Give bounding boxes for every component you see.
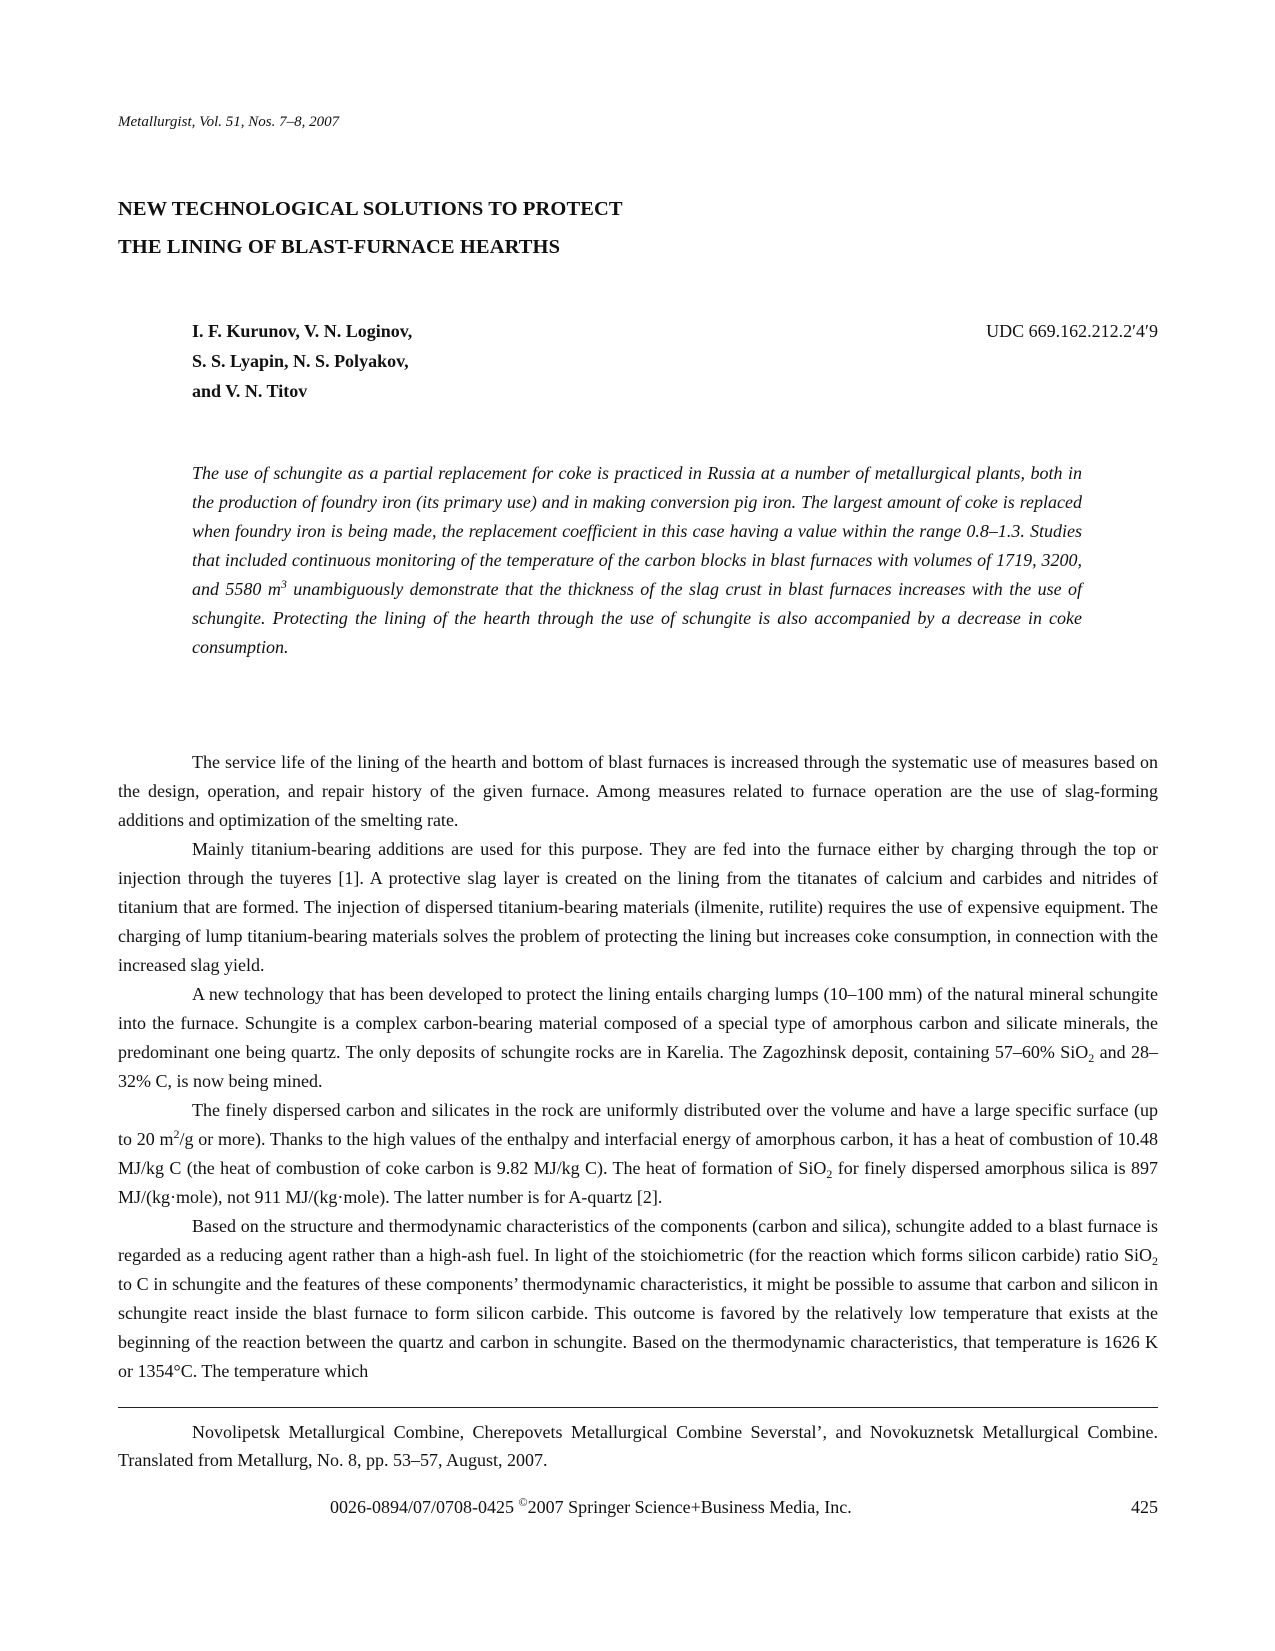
- abstract-superscript: 3: [280, 577, 287, 591]
- body-paragraph-3-text-b: and 28–32% C, is now being mined.: [118, 1042, 1158, 1091]
- title-line-2: THE LINING OF BLAST-FURNACE HEARTHS: [118, 236, 561, 258]
- author-list: [192, 316, 412, 406]
- article-body: [118, 748, 1158, 1386]
- abstract-text-1: The use of schungite as a partial replacement for coke is practiced in Russia at a number of metallurgical plants, both in the production of foundry iron (its primary use) and in making conversion pig iron. The largest amount of coke is replaced when foundry iron is being made, the replacement coefficient in this case having a value within the range 0.8–1.3. Studies that included continuous monitoring of the temperature of the carbon blocks in blast furnaces with volumes of 1719, 3200, and 5580 m: [192, 463, 1082, 599]
- subscript: 2: [1152, 1254, 1158, 1268]
- journal-citation: Metallurgist, Vol. 51, Nos. 7–8, 2007: [118, 114, 340, 130]
- body-paragraph-5-text-b: to C in schungite and the features of these components’ thermodynamic characteristics, it might be possible to assume that carbon and silicon in schungite react inside the blast furnace to form silicon carbide. This outcome is favored by the relatively low temperature that exists at the beginning of the reaction between the quartz and carbon in schungite. Based on the thermodynamic characteristics, that temperature is 1626 K or 1354°C. The temperature which: [118, 1274, 1158, 1381]
- footnote-divider: [118, 1407, 1158, 1408]
- body-paragraph-4-text-a: The finely dispersed carbon and silicates in the rock are uniformly distributed over the volume and have a large specific surface (up to 20 m: [118, 1100, 1158, 1149]
- authors-line-3: and V. N. Titov: [192, 381, 308, 401]
- superscript: 2: [173, 1127, 180, 1141]
- body-paragraph-4-text-c: for finely dispersed amorphous silica is 897 MJ/(kg·mole), not 911 MJ/(kg·mole). The latter number is for A-quartz [2].: [118, 1158, 1158, 1207]
- copyright-symbol: ©: [518, 1495, 528, 1509]
- footnote-text: Novolipetsk Metallurgical Combine, Cherepovets Metallurgical Combine Severstal’, and Novokuznetsk Metallurgical Combine. Translated from Metallurg, No. 8, pp. 53–57, August, 2007.: [118, 1422, 1158, 1470]
- body-paragraph-4-text-b: /g or more). Thanks to the high values of the enthalpy and interfacial energy of amorphous carbon, it has a heat of combustion of 10.48 MJ/kg C (the heat of combustion of coke carbon is 9.82 MJ/kg C). The heat of formation of SiO: [118, 1129, 1158, 1178]
- title-line-1: NEW TECHNOLOGICAL SOLUTIONS TO PROTECT: [118, 198, 623, 220]
- footnote: [118, 1418, 1158, 1474]
- identifier-prefix: 0026-0894/07/0708-0425: [330, 1497, 519, 1517]
- body-paragraph-5: [118, 1212, 1158, 1386]
- udc-code: UDC 669.162.212.2′4′9: [986, 321, 1158, 341]
- page-number: 425: [1131, 1497, 1158, 1517]
- identifier-suffix: 2007 Springer Science+Business Media, Inc.: [527, 1497, 852, 1517]
- body-paragraph-1: The service life of the lining of the hearth and bottom of blast furnaces is increased through the systematic use of measures based on the design, operation, and repair history of the given furnace. Among measures related to furnace operation are the use of slag-forming additions and optimization of the smelting rate.: [118, 752, 1158, 830]
- subscript: 2: [826, 1167, 833, 1181]
- body-paragraph-3-text-a: A new technology that has been developed to protect the lining entails charging lumps (10–100 mm) of the natural mineral schungite into the furnace. Schungite is a complex carbon-bearing material composed of a special type of amorphous carbon and silicate minerals, the predominant one being quartz. The only deposits of schungite rocks are in Karelia. The Zagozhinsk deposit, containing 57–60% SiO: [118, 984, 1158, 1062]
- body-paragraph-4: [118, 1096, 1158, 1212]
- article-title: [118, 190, 623, 266]
- authors-line-1: I. F. Kurunov, V. N. Loginov,: [192, 321, 413, 341]
- body-paragraph-3: [118, 980, 1158, 1096]
- authors-line-2: S. S. Lyapin, N. S. Polyakov,: [192, 351, 409, 371]
- body-paragraph-2: Mainly titanium-bearing additions are used for this purpose. They are fed into the furnace either by charging through the top or injection through the tuyeres [1]. A protective slag layer is created on the lining from the titanates of calcium and carbides and nitrides of titanium that are formed. The injection of dispersed titanium-bearing materials (ilmenite, rutilite) requires the use of expensive equipment. The charging of lump titanium-bearing materials solves the problem of protecting the lining but increases coke consumption, in connection with the increased slag yield.: [118, 839, 1158, 975]
- publication-identifier: [330, 1497, 852, 1518]
- abstract: [192, 459, 1082, 662]
- body-paragraph-5-text-a: Based on the structure and thermodynamic characteristics of the components (carbon and silica), schungite added to a blast furnace is regarded as a reducing agent rather than a high-ash fuel. In light of the stoichiometric (for the reaction which forms silicon carbide) ratio SiO: [118, 1216, 1158, 1265]
- abstract-text-2: unambiguously demonstrate that the thickness of the slag crust in blast furnaces increases with the use of schungite. Protecting the lining of the hearth through the use of schungite is also accompanied by a decrease in coke consumption.: [192, 579, 1083, 657]
- subscript: 2: [1088, 1051, 1095, 1065]
